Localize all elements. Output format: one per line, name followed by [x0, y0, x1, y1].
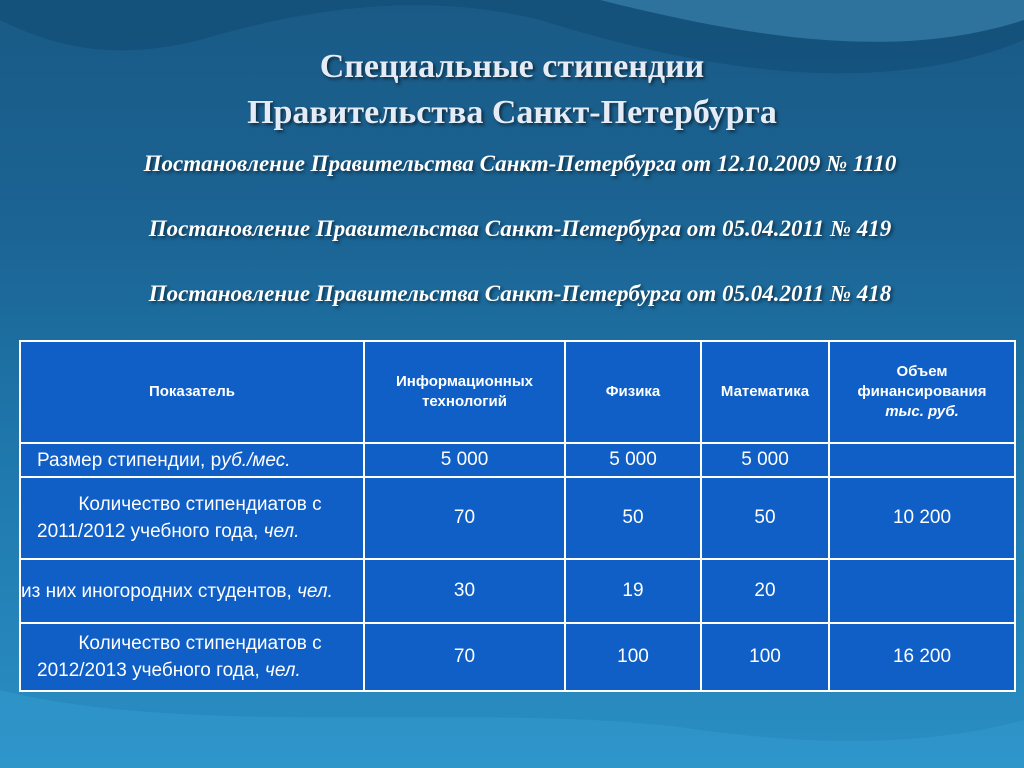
cell-funding: 10 200 — [829, 477, 1015, 559]
header-funding-label: Объем финансирования — [857, 363, 987, 400]
header-funding — [829, 341, 1015, 443]
cell-physics: 100 — [565, 623, 701, 691]
header-physics: Физика — [565, 341, 701, 443]
cell-funding: 16 200 — [829, 623, 1015, 691]
row-label-text: Размер стипендии, р — [37, 449, 222, 471]
header-math: Математика — [701, 341, 829, 443]
row-label-text: Количество стипендиатов с 2012/2013 учебного года, — [37, 633, 322, 681]
decree-2: Постановление Правительства Санкт-Петербурга от 05.04.2011 № 419 — [148, 216, 892, 241]
row-label — [20, 443, 364, 477]
table-row — [20, 477, 1015, 559]
cell-it: 5 000 — [364, 443, 565, 477]
table-row — [20, 443, 1015, 477]
decree-1: Постановление Правительства Санкт-Петербурга от 12.10.2009 № 1110 — [143, 151, 897, 176]
header-funding-unit: тыс. руб. — [885, 403, 959, 420]
cell-funding — [829, 559, 1015, 623]
cell-funding — [829, 443, 1015, 477]
row-label — [20, 477, 364, 559]
cell-physics: 19 — [565, 559, 701, 623]
header-indicator: Показатель — [20, 341, 364, 443]
cell-physics: 5 000 — [565, 443, 701, 477]
cell-math: 5 000 — [701, 443, 829, 477]
cell-math: 100 — [701, 623, 829, 691]
cell-math: 50 — [701, 477, 829, 559]
cell-it: 70 — [364, 623, 565, 691]
row-label-unit: чел. — [297, 580, 333, 602]
cell-it: 30 — [364, 559, 565, 623]
slide-title-line1: Специальные стипендии — [319, 48, 705, 85]
row-label-unit: чел. — [265, 660, 301, 681]
table-row — [20, 559, 1015, 623]
row-label-text: из них иногородних студентов, — [21, 580, 298, 602]
table-header-row — [20, 341, 1015, 443]
cell-math: 20 — [701, 559, 829, 623]
row-label-text: Количество стипендиатов с 2011/2012 учебного года, — [37, 494, 322, 542]
cell-it: 70 — [364, 477, 565, 559]
scholarship-table — [19, 340, 1016, 692]
row-label-unit: чел. — [263, 521, 300, 542]
row-label — [20, 559, 364, 623]
row-label — [20, 623, 364, 691]
row-label-unit: уб./мес. — [221, 449, 291, 471]
table-row — [20, 623, 1015, 691]
header-it: Информационных технологий — [364, 341, 565, 443]
slide-title-line2: Правительства Санкт-Петербурга — [247, 94, 777, 131]
decree-3: Постановление Правительства Санкт-Петербурга от 05.04.2011 № 418 — [148, 281, 892, 306]
cell-physics: 50 — [565, 477, 701, 559]
